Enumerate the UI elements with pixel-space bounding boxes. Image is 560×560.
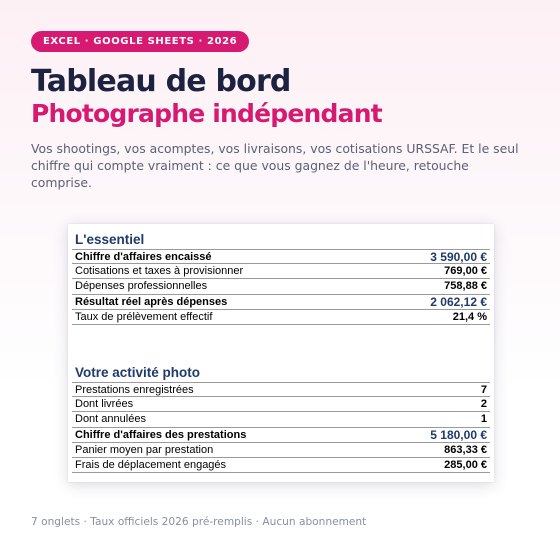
table-row [72, 443, 490, 458]
row-label: Chiffre d'affaires des prestations [75, 428, 247, 441]
section-essentiel [72, 230, 490, 325]
product-badge: EXCEL · GOOGLE SHEETS · 2026 [31, 31, 249, 52]
row-label: Dont annulées [75, 413, 146, 426]
table-row [72, 397, 490, 412]
table-row [72, 428, 490, 443]
page-title: Tableau de bord [31, 64, 291, 99]
row-label: Prestations enregistrées [75, 383, 194, 396]
row-value: 5 180,00 € [430, 427, 487, 442]
row-value: 7 [480, 383, 487, 396]
section-title: L'essentiel [75, 232, 145, 247]
table-row [72, 249, 490, 264]
row-value: 285,00 € [444, 458, 487, 471]
table-row [72, 295, 490, 310]
table-row [72, 279, 490, 294]
table-row [72, 458, 490, 473]
section-spacer [72, 325, 490, 363]
description-text: Vos shootings, vos acomptes, vos livraisons, vos cotisations URSSAF. Et le seul chiffre qui compte vraiment : ce que vous gagnez de l'heure, retouche comprise. [31, 141, 519, 190]
footer-text: 7 onglets · Taux officiels 2026 pré-remplis · Aucun abonnement [31, 516, 367, 528]
row-label: Chiffre d'affaires encaissé [75, 250, 212, 263]
page-subtitle: Photographe indépendant [31, 99, 382, 128]
row-value: 2 [480, 398, 487, 411]
row-label: Dont livrées [75, 398, 134, 411]
table-row [72, 310, 490, 325]
table-row [72, 264, 490, 279]
table-row [72, 412, 490, 427]
row-label: Résultat réel après dépenses [75, 295, 228, 308]
row-value: 21,4 % [452, 310, 487, 323]
row-value: 1 [480, 413, 487, 426]
row-label: Dépenses professionnelles [75, 280, 208, 293]
row-value: 769,00 € [444, 265, 487, 278]
section-activite-photo [72, 363, 490, 473]
row-label: Frais de déplacement engagés [75, 458, 227, 471]
row-value: 863,33 € [444, 443, 487, 456]
row-value: 758,88 € [444, 280, 487, 293]
section-title: Votre activité photo [75, 364, 201, 380]
row-value: 3 590,00 € [430, 249, 487, 264]
row-label: Cotisations et taxes à provisionner [75, 265, 244, 278]
table-row [72, 382, 490, 397]
row-label: Panier moyen par prestation [75, 443, 214, 456]
row-label: Taux de prélèvement effectif [75, 310, 213, 323]
row-value: 2 062,12 € [430, 294, 487, 309]
spreadsheet-preview [68, 224, 494, 482]
